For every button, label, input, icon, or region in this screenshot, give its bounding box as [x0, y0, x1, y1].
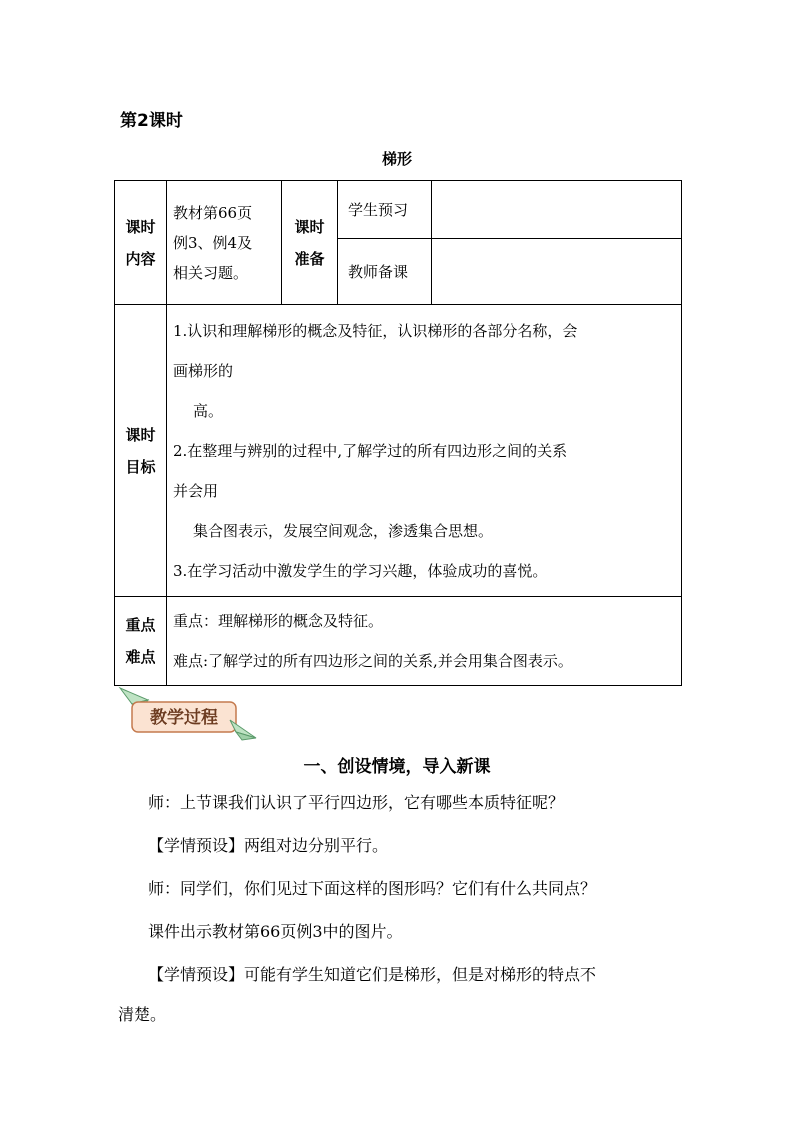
goal-line: 3.在学习活动中激发学生的学习兴趣，体验成功的喜悦。	[173, 561, 548, 580]
goal-line: 并会用	[173, 481, 219, 500]
badge-text: 教学过程	[150, 708, 218, 728]
teaching-process-badge	[118, 686, 258, 742]
difficult-point: 难点:了解学过的所有四边形之间的关系,并会用集合图表示。	[173, 652, 573, 670]
paragraph: 【学情预设】可能有学生知道它们是梯形，但是对梯形的特点不	[148, 965, 597, 984]
prep-teacher-value	[432, 239, 682, 305]
key-point: 重点：理解梯形的概念及特征。	[173, 612, 384, 630]
goal-line: 2.在整理与辨别的过程中,了解学过的所有四边形之间的关系	[173, 441, 568, 460]
paragraph: 【学情预设】两组对边分别平行。	[148, 836, 389, 855]
content-label: 课时 内容	[115, 181, 167, 305]
goals-label: 课时 目标	[115, 305, 167, 597]
paragraph: 师：上节课我们认识了平行四边形，它有哪些本质特征呢？	[148, 793, 565, 812]
goal-line: 集合图表示，发展空间观念，渗透集合思想。	[193, 521, 494, 540]
prep-student-value	[432, 181, 682, 239]
paragraph: 课件出示教材第66页例3中的图片。	[148, 922, 403, 941]
goals-cell	[167, 305, 682, 597]
paragraph: 清楚。	[118, 1005, 167, 1024]
goal-line: 1.认识和理解梯形的概念及特征，认识梯形的各部分名称，会	[173, 321, 578, 340]
prep-teacher-label: 教师备课	[338, 239, 432, 305]
lesson-plan-table	[114, 180, 682, 686]
content-cell: 教材第66页 例3、例4及 相关习题。	[167, 181, 282, 305]
prep-student-label: 学生预习	[338, 181, 432, 239]
lesson-number: 第2课时	[120, 111, 183, 131]
prep-label: 课时 准备	[282, 181, 338, 305]
paragraph: 师：同学们，你们见过下面这样的图形吗？它们有什么共同点？	[148, 879, 597, 898]
goal-line: 画梯形的	[173, 361, 234, 380]
section-heading: 一、创设情境，导入新课	[303, 757, 491, 777]
document-title: 梯形	[381, 150, 412, 168]
goal-line: 高。	[193, 401, 224, 420]
key-points-label: 重点 难点	[115, 597, 167, 686]
key-points-cell	[167, 597, 682, 686]
